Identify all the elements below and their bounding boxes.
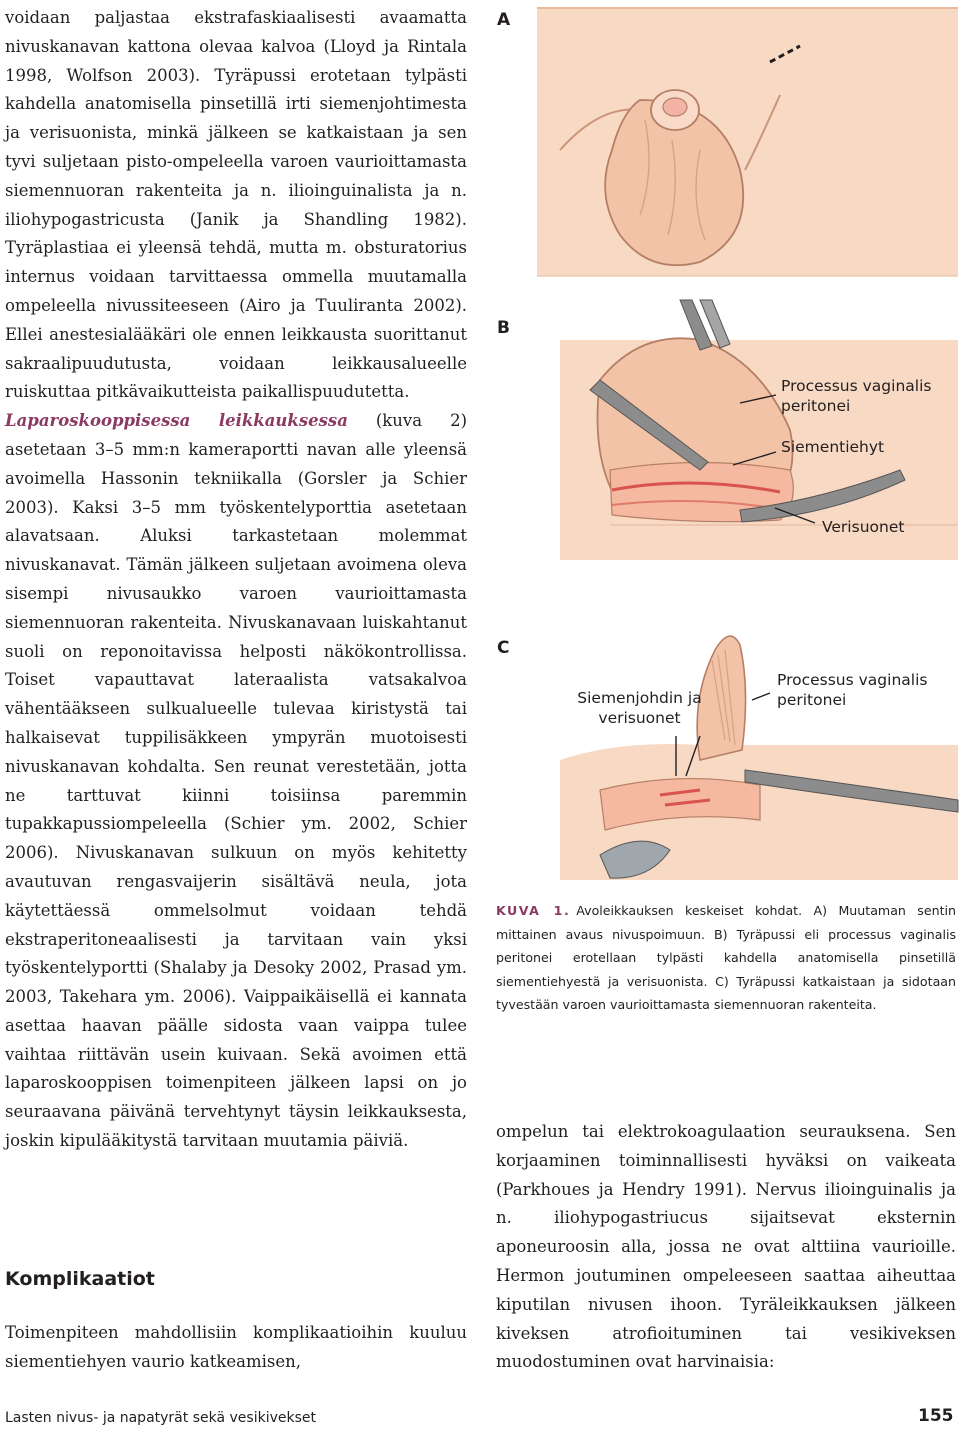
label-processus-vaginalis-b: Processus vaginalis peritonei (781, 377, 932, 415)
label-verisuonet: Verisuonet (822, 518, 905, 536)
laparoscopic-emphasis: Laparoskooppisessa leikkauksessa (5, 411, 348, 431)
right-column-text: ompelun tai elektrokoagulaation seurauksena. Sen korjaaminen toiminnallisesti hyväksi on vaikeata (Parkhoues ja Hendry 1991). Nervus ilioinguinalis ja n. iliohypogastriucus sijaitsevat eksternin aponeuroosin alla, jossa ne ovat alttiina vaurioille. Hermon joutuminen ompeleeseen saattaa aiheuttaa kiputilan nivusen ihoon. Tyräleikkauksen jälkeen kiveksen atrofioituminen tai vesikiveksen muodostuminen ovat harvinaisia: (496, 1122, 956, 1372)
section-heading-complications: Komplikaatiot (5, 1268, 155, 1290)
caption-label: KUVA 1. (496, 903, 571, 918)
panel-label-b: B (497, 318, 510, 338)
page-number: 155 (918, 1406, 954, 1426)
panel-label-c: C (497, 638, 510, 658)
footer-book-title: Lasten nivus- ja napatyrät sekä vesikivekset (5, 1410, 316, 1426)
paragraph-complications: Toimenpiteen mahdollisiin komplikaatioihin kuuluu siementiehyen vaurio katkeamisen, (5, 1323, 467, 1371)
label-processus-vaginalis-c: Processus vaginalis peritonei (777, 671, 928, 709)
panel-a-illustration (537, 8, 958, 276)
paragraph-open-surgery: voidaan paljastaa ekstrafaskiaalisesti avaamatta nivuskanavan kattona olevaa kalvoa (Lloyd ja Rintala 1998, Wolfson 2003). Tyräpussi erotetaan tylpästi kahdella anatomisella pinsetillä irti siemenjohtimesta ja verisuonista, minkä jälkeen se katkaistaan ja sen tyvi suljetaan pisto-ompeleella varoen vaurioittamasta siemennuoran rakenteita ja n. ilioinguinalista ja n. iliohypogastricusta (Janik ja Shandling 1982). Tyräplastiaa ei yleensä tehdä, mutta m. obsturatorius internus voidaan tarvittaessa ommella muutamalla ompeleella nivussiteeseen (Airo ja Tuuliranta 2002). Ellei anestesialääkäri ole ennen leikkausta suorittanut sakraalipuudutusta, voidaan leikkausalueelle ruiskuttaa pitkävaikutteista paikallispuudutetta. (5, 8, 467, 402)
laparoscopic-text: (kuva 2) asetetaan 3–5 mm:n kameraportti navan alle yleensä avoimella Hassonin tekniikalla (Gorsler ja Schier 2003). Kaksi 3–5 mm työskentelyporttia asetetaan alavatsaan. Aluksi tarkastetaan molemmat nivuskanavat. Tämän jälkeen suljetaan avoimena oleva sisempi nivusaukko varoen vaurioittamasta siemennuoran rakenteita. Nivuskanavaan luiskahtanut suoli on reponoitavissa helposti näkökontrollissa. Toiset vapauttavat lateraalista vatsakalvoa vähentääkseen sulkualueelle tulevaa kiristystä tai halkaisevat tuppilisäkkeen ympyrän muotoisesti nivuskanavan kohdalta. Sen reunat verestetään, jotta ne tarttuvat kiinni toisiinsa paremmin tupakkapussiompeleella (Schier ym. 2002, Schier 2006). Nivuskanavan sulkuun on myös kehitetty avautuvan rengasvaijerin sisältävä neula, jota käytettäessä ommelsolmut voidaan tehdä ekstraperitoneaalisesti ja tarvitaan vain yksi työskentelyportti (Shalaby ja Desoky 2002, Prasad ym. 2003, Takehara ym. 2006). Vaippaikäisellä ei kannata asettaa haavan päälle sidosta vaan vaippa tulee vaihtaa riittävän usein kuivaan. Sekä avoimen että laparoskooppisen toimenpiteen jälkeen lapsi on jo seuraavana päivänä tervehtynyt täysin leikkauksesta, joskin kipulääkitystä tarvitaan muutamia päiviä. (5, 411, 467, 1151)
panel-label-a: A (497, 10, 511, 30)
label-siemenjohdin: Siemenjohdin ja verisuonet (577, 689, 702, 727)
figure-caption (496, 899, 956, 1017)
label-siementiehyt: Siementiehyt (781, 438, 885, 456)
caption-text: Avoleikkauksen keskeiset kohdat. A) Muutaman sentin mittainen avaus nivuspoimuun. B) Tyräpussi eli processus vaginalis peritonei erotellaan tylpästi kahdella anatomisella pinsetillä siementiehyestä ja verisuonista. C) Tyräpussi katkaistaan ja sidotaan tyvestään varoen vaurioittamasta siemennuoran rakenteita. (496, 903, 956, 1012)
